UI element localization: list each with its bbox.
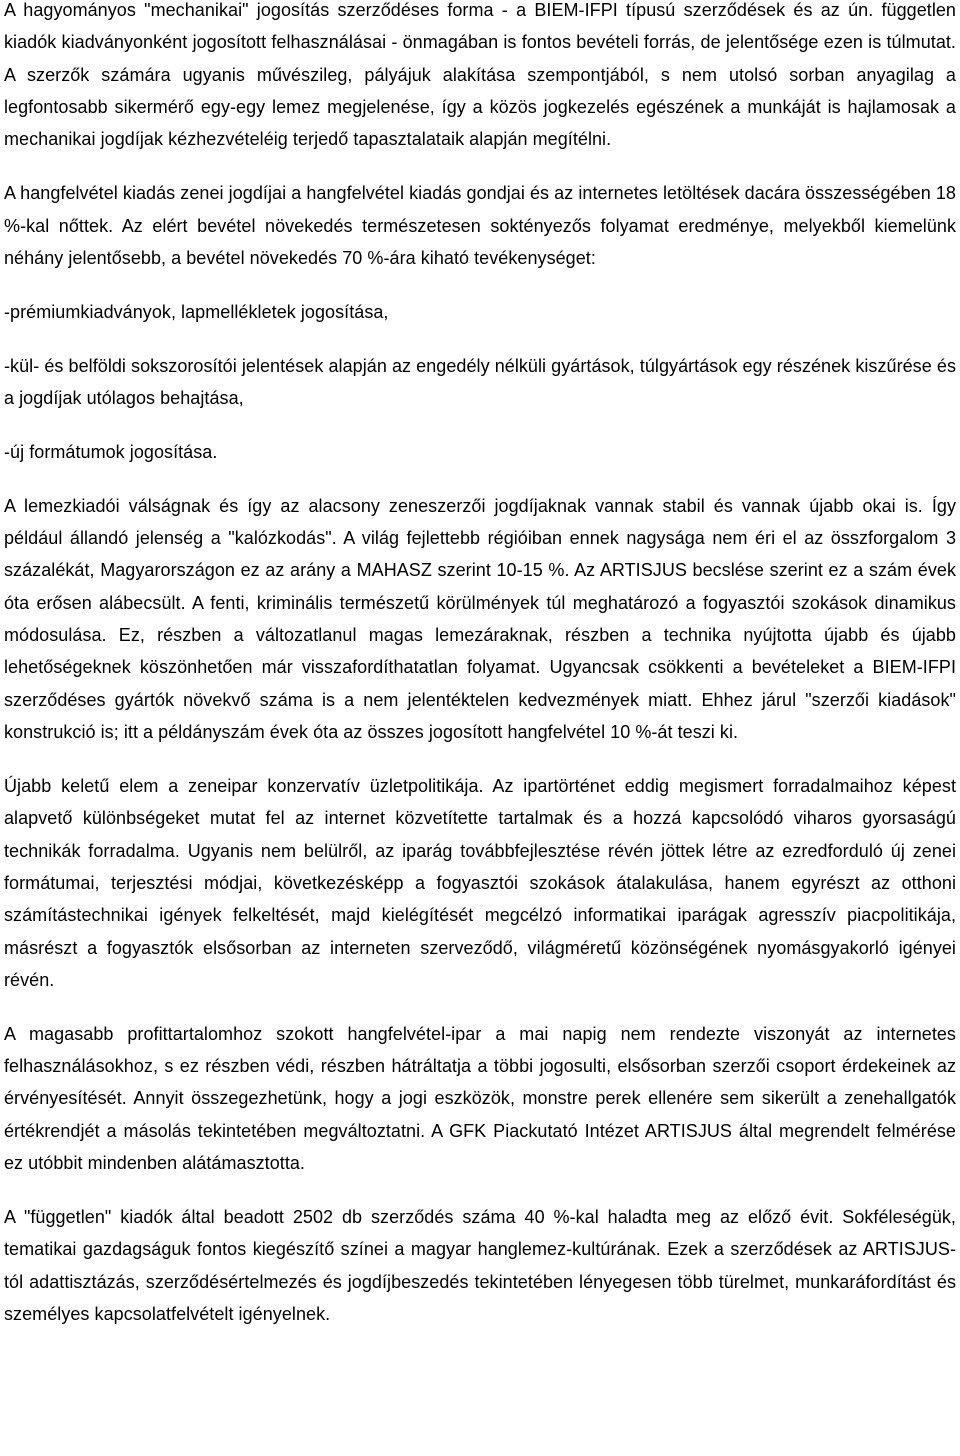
list-item-premium-releases: -prémiumkiadványok, lapmellékletek jogosítása,	[4, 301, 389, 322]
list-item-new-formats: -új formátumok jogosítása.	[4, 441, 218, 462]
paragraph-royalty-growth: A hangfelvétel kiadás zenei jogdíjai a hangfelvétel kiadás gondjai és az internetes letöltések dacára összességében 18 %-kal nőttek. Az elért bevétel növekedés természetesen soktényezős folyamat eredménye, melyekből kiemelünk néhány jelentősebb, a bevétel növekedés 70 %-ára kiható tevékenységet:	[4, 183, 956, 268]
paragraph-independent-labels: A "független" kiadók által beadott 2502 db szerződés száma 40 %-kal haladta meg az előző évit. Sokféleségük, tematikai gazdagságuk fontos kiegészítő színei a magyar hanglemez-kultúrának. Ezek a szerződések az ARTISJUS-tól adattisztázás, szerződésértelmezés és jogdíjbeszedés tekintetében lényegesen több türelmet, munkaráfordítást és személyes kapcsolatfelvételt igényelnek.	[4, 1207, 956, 1325]
paragraph-mechanical-licensing: A hagyományos "mechanikai" jogosítás szerződéses forma - a BIEM-IFPI típusú szerződések és az ún. független kiadók kiadványonként jogosított felhasználásai - önmagában is fontos bevételi forrás, de jelentősége ezen is túlmutat. A szerzők számára ugyanis művészileg, pályájuk alakítása szempontjából, s nem utolsó sorban anyagilag a legfontosabb sikermérő egy-egy lemez megjelenése, így a közös jogkezelés egészének a munkáját is hajlamosak a mechanikai jogdíjak kézhezvételéig terjedő tapasztalataik alapján megítélni.	[4, 0, 956, 150]
paragraph-label-crisis: A lemezkiadói válságnak és így az alacsony zeneszerzői jogdíjaknak vannak stabil és vannak újabb okai is. Így például állandó jelenség a "kalózkodás". A világ fejlettebb régióiban ennek nagysága nem éri el az összforgalom 3 százalékát, Magyarországon ez az arány a MAHASZ szerint 10-15 %. Az ARTISJUS becslése szerint ez a szám évek óta erősen alábecsült. A fenti, kriminális természetű körülmények túl meghatározó a fogyasztói szokások dinamikus módosulása. Ez, részben a változatlanul magas lemezáraknak, részben a technika nyújtotta újabb és újabb lehetőségeknek köszönhetően már visszafordíthatatlan folyamat. Ugyancsak csökkenti a bevételeket a BIEM-IFPI szerződéses gyártók növekvő száma is a nem jelentéktelen kedvezmények miatt. Ehhez járul "szerzői kiadások" konstrukció is; itt a példányszám évek óta az összes jogosított hangfelvétel 10 %-át teszi ki.	[4, 495, 956, 743]
list-item-replication-reports: -kül- és belföldi sokszorosítói jelentések alapján az engedély nélküli gyártások, túlgyártások egy részének kiszűrése és a jogdíjak utólagos behajtása,	[4, 355, 956, 408]
paragraph-business-policy: Újabb keletű elem a zeneipar konzervatív üzletpolitikája. Az ipartörténet eddig megismert forradalmaihoz képest alapvető különbségeket mutat fel az internet közvetítette tartalmak és a hozzá kapcsolódó viharos gyorsaságú technikák forradalma. Ugyanis nem belülről, az iparág továbbfejlesztése révén jöttek létre az ezredforduló új zenei formátumai, terjesztési módjai, következésképp a fogyasztói szokások átalakulása, hanem egyrészt az otthoni számítástechnikai igények felkeltését, majd kielégítését megcélzó informatikai iparágak agresszív piacpolitikája, másrészt a fogyasztók elsősorban az interneten szerveződő, világméretű közönségének nyomásgyakorló igényei révén.	[4, 775, 956, 990]
paragraph-internet-use: A magasabb profittartalomhoz szokott hangfelvétel-ipar a mai napig nem rendezte viszonyát az internetes felhasználásokhoz, s ez részben védi, részben hátráltatja a többi jogosulti, elsősorban szerzői csoport érdekeinek az érvényesítését. Annyit összegezhetünk, hogy a jogi eszközök, monstre perek ellenére sem sikerült a zenehallgatók értékrendjét a másolás tekintetében megváltoztatni. A GFK Piackutató Intézet ARTISJUS által megrendelt felmérése ez utóbbit mindenben alátámasztotta.	[4, 1023, 956, 1174]
